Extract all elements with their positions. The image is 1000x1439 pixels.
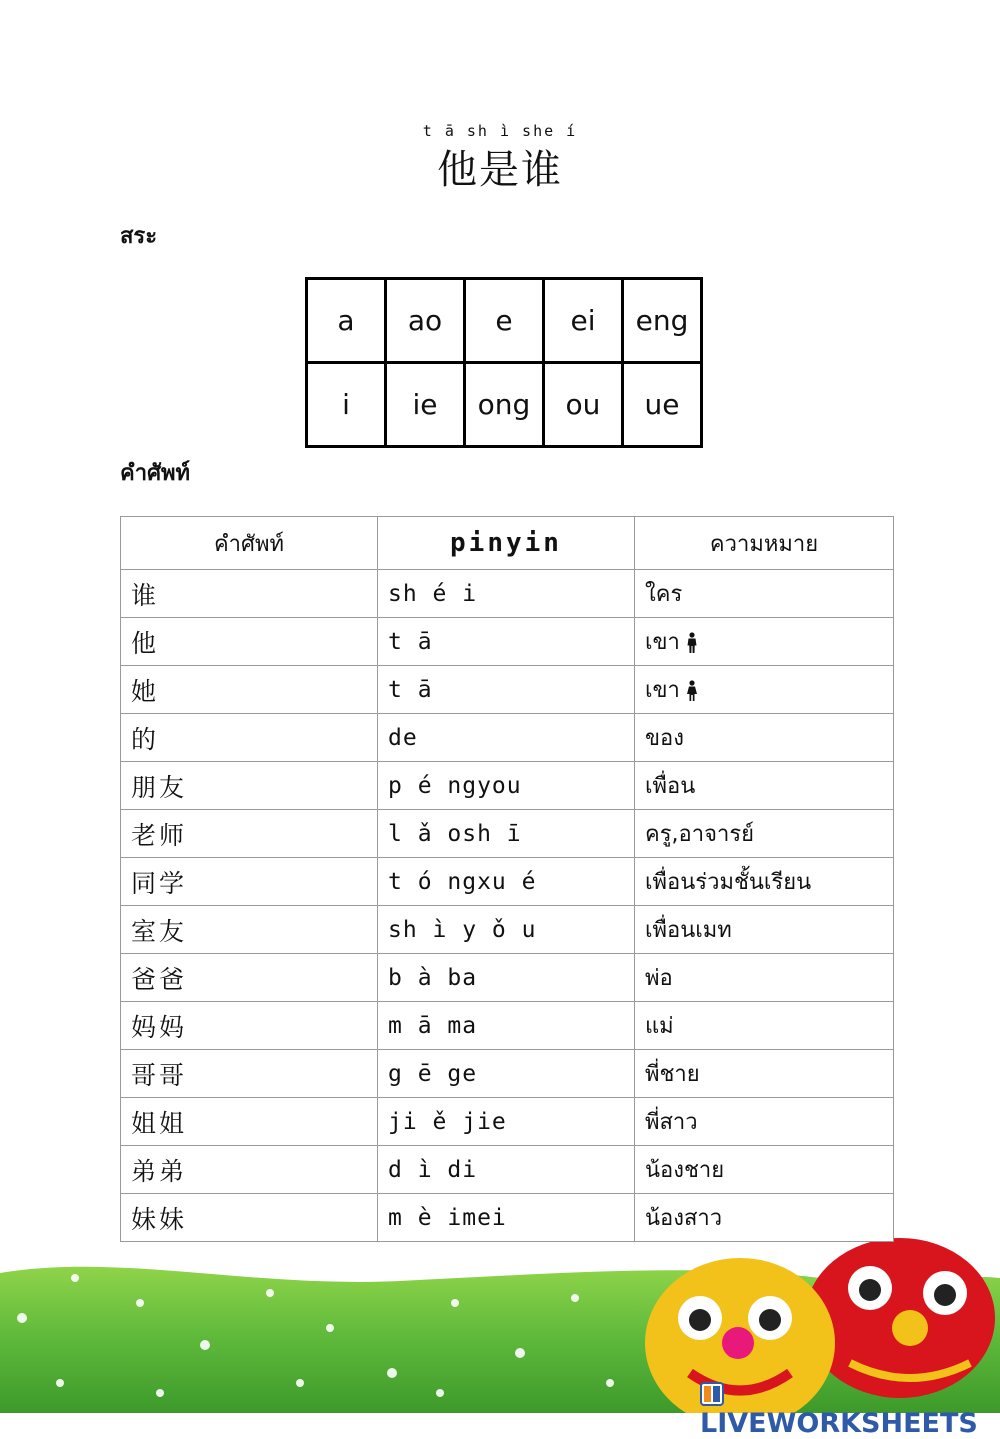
logo-text: LIVEWORKSHEETS <box>700 1408 978 1439</box>
meaning-cell <box>635 666 894 714</box>
word-cell <box>121 714 378 762</box>
pinyin-cell <box>378 810 635 858</box>
pinyin-cell-text: m è imei <box>388 1204 507 1231</box>
meaning-cell <box>635 1146 894 1194</box>
pinyin-cell <box>378 858 635 906</box>
word-cell <box>121 858 378 906</box>
word-cell-text: 室友 <box>131 916 188 946</box>
word-cell-text: 姐姐 <box>131 1108 188 1138</box>
word-cell <box>121 1098 378 1146</box>
male-person-icon <box>686 632 698 654</box>
meaning-cell-text: เพื่อน <box>645 774 696 799</box>
vowels-heading: สระ <box>120 224 158 249</box>
meaning-cell-text: แม่ <box>645 1014 674 1039</box>
vowel-cell: eng <box>623 279 702 363</box>
word-cell-text: 妈妈 <box>131 1012 188 1042</box>
meaning-cell-text: พี่ชาย <box>645 1062 700 1087</box>
vowel-cell: a <box>307 279 386 363</box>
vowel-cell: i <box>307 363 386 447</box>
vowel-cell: ue <box>623 363 702 447</box>
pinyin-cell <box>378 618 635 666</box>
pinyin-cell-text: sh é i <box>388 580 478 607</box>
word-cell <box>121 810 378 858</box>
vowel-row <box>307 363 702 447</box>
table-row <box>121 1050 894 1098</box>
vowel-cell: ong <box>465 363 544 447</box>
pinyin-cell-text: m ā ma <box>388 1012 478 1039</box>
meaning-cell <box>635 618 894 666</box>
word-cell <box>121 906 378 954</box>
meaning-cell-text: พ่อ <box>645 966 673 991</box>
meaning-cell <box>635 810 894 858</box>
word-cell-text: 朋友 <box>131 772 188 802</box>
table-header-row <box>121 517 894 570</box>
pinyin-cell-text: p é ngyou <box>388 772 522 799</box>
word-cell <box>121 1146 378 1194</box>
pinyin-cell-text: l ǎ osh ī <box>388 820 522 847</box>
liveworksheets-logo <box>700 1377 1000 1439</box>
pinyin-cell <box>378 666 635 714</box>
table-row <box>121 1098 894 1146</box>
vowel-cell: ou <box>544 363 623 447</box>
word-cell <box>121 1002 378 1050</box>
vowel-cell: ao <box>386 279 465 363</box>
table-row <box>121 858 894 906</box>
meaning-cell <box>635 762 894 810</box>
pinyin-cell-text: b à ba <box>388 964 478 991</box>
meaning-cell-text: ของ <box>645 726 684 751</box>
meaning-cell-text: เขา <box>645 678 680 703</box>
vowel-table <box>305 277 703 448</box>
word-cell-text: 她 <box>131 676 160 706</box>
pinyin-cell <box>378 1050 635 1098</box>
word-cell-text: 弟弟 <box>131 1156 188 1186</box>
vocabulary-table <box>120 516 894 1242</box>
column-header-meaning: ความหมาย <box>635 517 894 570</box>
female-person-icon <box>686 680 698 702</box>
word-cell-text: 谁 <box>131 580 160 610</box>
pinyin-cell-text: d ì di <box>388 1156 478 1183</box>
table-row <box>121 1146 894 1194</box>
pinyin-cell <box>378 762 635 810</box>
word-cell-text: 的 <box>131 724 160 754</box>
table-row <box>121 810 894 858</box>
meaning-cell <box>635 1050 894 1098</box>
meaning-cell <box>635 858 894 906</box>
vowel-cell: ie <box>386 363 465 447</box>
word-cell <box>121 570 378 618</box>
table-row <box>121 618 894 666</box>
meaning-cell-text: น้องชาย <box>645 1158 725 1183</box>
word-cell <box>121 1194 378 1242</box>
pinyin-cell <box>378 714 635 762</box>
word-cell-text: 哥哥 <box>131 1060 188 1090</box>
pinyin-cell <box>378 954 635 1002</box>
table-row <box>121 1194 894 1242</box>
vocab-heading: คำศัพท์ <box>120 461 191 486</box>
meaning-cell-text: เพื่อนร่วมชั้นเรียน <box>645 870 812 895</box>
pinyin-cell <box>378 1002 635 1050</box>
vowel-cell: e <box>465 279 544 363</box>
meaning-cell-text: ครู,อาจารย์ <box>645 822 755 847</box>
table-row <box>121 1002 894 1050</box>
word-cell-text: 爸爸 <box>131 964 188 994</box>
word-cell-text: 妹妹 <box>131 1204 188 1234</box>
word-cell-text: 同学 <box>131 868 188 898</box>
meaning-cell <box>635 1002 894 1050</box>
table-row <box>121 714 894 762</box>
pinyin-cell-text: sh ì y ǒ u <box>388 916 537 943</box>
word-cell <box>121 1050 378 1098</box>
column-header-word: คำศัพท์ <box>121 517 378 570</box>
meaning-cell-text: ใคร <box>645 582 683 607</box>
word-cell-text: 他 <box>131 628 160 658</box>
title-pinyin: t ā sh ì she í <box>422 122 578 140</box>
meaning-cell <box>635 1098 894 1146</box>
column-header-pinyin: pinyin <box>378 517 635 570</box>
word-cell <box>121 666 378 714</box>
meaning-cell-text: น้องสาว <box>645 1206 723 1231</box>
table-row <box>121 762 894 810</box>
meaning-cell <box>635 1194 894 1242</box>
red-lion-illustration <box>805 1238 995 1398</box>
pinyin-cell <box>378 1194 635 1242</box>
word-cell <box>121 954 378 1002</box>
word-cell-text: 老师 <box>131 820 188 850</box>
vowel-cell: ei <box>544 279 623 363</box>
page-title: 他是谁 <box>437 147 563 193</box>
pinyin-cell-text: t ó ngxu é <box>388 868 537 895</box>
meaning-cell-text: เขา <box>645 630 680 655</box>
pinyin-cell-text: ji ě jie <box>388 1108 507 1135</box>
table-row <box>121 666 894 714</box>
pinyin-cell-text: g ē ge <box>388 1060 478 1087</box>
meaning-cell-text: พี่สาว <box>645 1110 698 1135</box>
meaning-cell <box>635 570 894 618</box>
meaning-cell <box>635 954 894 1002</box>
pinyin-cell <box>378 570 635 618</box>
pinyin-cell-text: t ā <box>388 676 433 703</box>
pinyin-cell-text: de <box>388 724 418 751</box>
meaning-cell <box>635 906 894 954</box>
table-row <box>121 954 894 1002</box>
table-row <box>121 570 894 618</box>
table-row <box>121 906 894 954</box>
liveworksheets-mark-icon <box>700 1382 724 1406</box>
pinyin-cell <box>378 906 635 954</box>
pinyin-cell-text: t ā <box>388 628 433 655</box>
meaning-cell-text: เพื่อนเมท <box>645 918 732 943</box>
pinyin-cell <box>378 1098 635 1146</box>
word-cell <box>121 762 378 810</box>
vowel-row <box>307 279 702 363</box>
meaning-cell <box>635 714 894 762</box>
word-cell <box>121 618 378 666</box>
pinyin-cell <box>378 1146 635 1194</box>
